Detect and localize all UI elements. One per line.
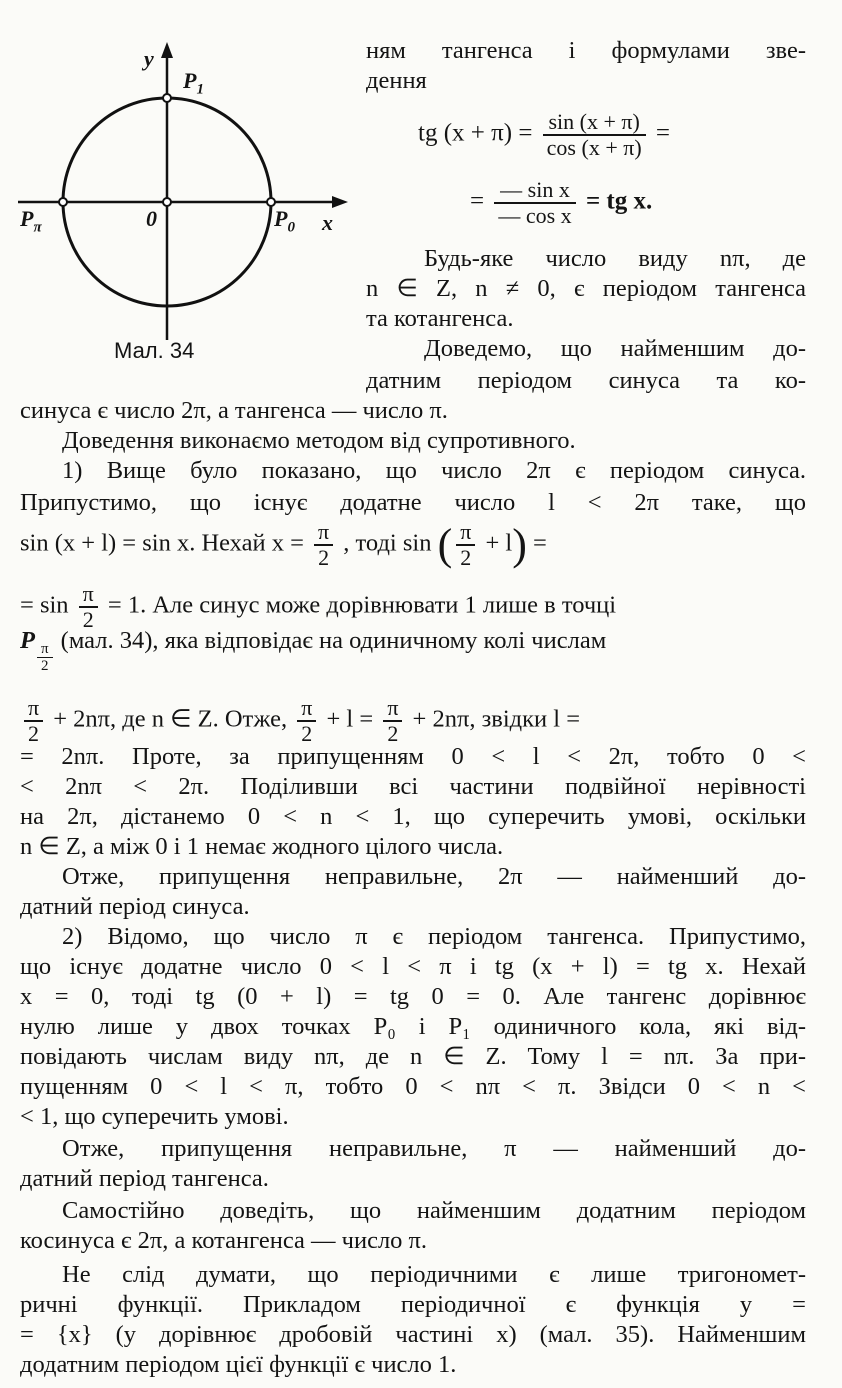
label-x: x bbox=[322, 210, 333, 235]
label-p-half: $P_1$ bbox=[183, 68, 204, 98]
y-axis-arrow bbox=[161, 42, 173, 58]
right-p1-l2: n ∈ Z, n ≠ 0, є періодом тангенса bbox=[366, 275, 806, 302]
right-line-1: ням тангенса і формулами зве- bbox=[366, 37, 806, 64]
body-line: нулю лише у двох точках P₀ і P₁ одиничного кола, які від- bbox=[20, 1013, 806, 1040]
body-line: < 2nπ < 2π. Поділивши всі частини подвійної нерівності bbox=[20, 773, 806, 800]
body-line: 2) Відомо, що число π є періодом тангенса. Припустимо, bbox=[62, 923, 806, 950]
fraction: $\frac{\pi}{2}$ bbox=[456, 520, 475, 570]
body-line: датний період тангенса. bbox=[20, 1165, 269, 1192]
label-y: y bbox=[144, 46, 154, 71]
body-line-formula: P $\frac{\pi}{2}$ (мал. 34), яка відповідає на одиничному колі числам bbox=[20, 627, 607, 674]
body-line: Не слід думати, що періодичними є лише тригономет- bbox=[62, 1261, 806, 1288]
point-p-half bbox=[163, 94, 171, 102]
right-p2-l1: Доведемо, що найменшим до- bbox=[424, 335, 806, 362]
body-line: Доведення виконаємо методом від супротивного. bbox=[62, 427, 576, 454]
right-line-2: дення bbox=[366, 67, 427, 94]
fraction: $\frac{\pi}{2}$ bbox=[297, 696, 316, 746]
formula-tg-shift: tg (x + π) = $\frac{\sin (x + \pi)}{\cos (x + \pi)}$ = bbox=[418, 109, 671, 160]
right-p2-l2: датним періодом синуса та ко- bbox=[366, 367, 806, 394]
figure-caption: Мал. 34 bbox=[114, 338, 195, 363]
formula-tg-result: = $\frac{\text{— sin x}}{\text{— cos x}}$ = tg x. bbox=[470, 177, 653, 228]
figure-unit-circle bbox=[18, 40, 358, 370]
fraction: $\frac{\sin (x + \pi)}{\cos (x + \pi)}$ bbox=[543, 110, 646, 160]
label-p0: $P_0$ bbox=[274, 206, 295, 236]
x-axis-arrow bbox=[332, 196, 348, 208]
body-line: n ∈ Z, а між 0 і 1 немає жодного цілого числа. bbox=[20, 833, 504, 860]
right-p1-l3: та котангенса. bbox=[366, 305, 514, 332]
body-line: Самостійно доведіть, що найменшим додатним періодом bbox=[62, 1197, 806, 1224]
fraction: $\frac{\pi}{2}$ bbox=[383, 696, 402, 746]
body-line: синуса є число 2π, а тангенса — число π. bbox=[20, 397, 448, 424]
body-line: = {x} (y дорівнює дробовій частині x) (мал. 35). Найменшим bbox=[20, 1321, 806, 1348]
fraction: $\frac{\pi}{2}$ bbox=[79, 582, 98, 632]
point-p-pi bbox=[59, 198, 67, 206]
body-line: ричні функції. Прикладом періодичної є функція y = bbox=[20, 1291, 806, 1318]
label-p-pi: $P_\pi$ bbox=[20, 206, 42, 236]
label-origin: 0 bbox=[146, 206, 157, 231]
body-line: Отже, припущення неправильне, π — найменший до- bbox=[62, 1135, 806, 1162]
body-line-formula: $\frac{\pi}{2}$ + 2nπ, де n ∈ Z. Отже, $\frac{\pi}{2}$ + l = $\frac{\pi}{2}$ + 2nπ, звідки l = bbox=[20, 696, 580, 746]
subscript-fraction: $\frac{\pi}{2}$ bbox=[37, 641, 53, 674]
body-line: додатним періодом цієї функції є число 1. bbox=[20, 1351, 457, 1378]
body-line: < 1, що суперечить умові. bbox=[20, 1103, 289, 1130]
body-line: Припустимо, що існує додатне число l < 2π таке, що bbox=[20, 489, 806, 516]
body-line: 1) Вище було показано, що число 2π є періодом синуса. bbox=[62, 457, 806, 484]
fraction: $\frac{\pi}{2}$ bbox=[24, 696, 43, 746]
fraction: $\frac{\text{— sin x}}{\text{— cos x}}$ bbox=[494, 178, 575, 228]
body-line: x = 0, тоді tg (0 + l) = tg 0 = 0. Але тангенс дорівнює bbox=[20, 983, 806, 1010]
body-line: датний період синуса. bbox=[20, 893, 250, 920]
fraction: $\frac{\pi}{2}$ bbox=[314, 520, 333, 570]
body-line: Отже, припущення неправильне, 2π — найменший до- bbox=[62, 863, 806, 890]
body-line: = 2nπ. Проте, за припущенням 0 < l < 2π, тобто 0 < bbox=[20, 743, 806, 770]
body-line-formula: = sin $\frac{\pi}{2}$ = 1. Але синус може дорівнювати 1 лише в точці bbox=[20, 581, 617, 632]
point-p0 bbox=[267, 198, 275, 206]
point-origin bbox=[163, 198, 171, 206]
body-line: що існує додатне число 0 < l < π і tg (x + l) = tg x. Нехай bbox=[20, 953, 806, 980]
body-line: косинуса є 2π, а котангенса — число π. bbox=[20, 1227, 428, 1254]
right-p1-l1: Будь-яке число виду nπ, де bbox=[424, 245, 806, 272]
body-line-formula: sin (x + l) = sin x. Нехай x = $\frac{\pi}{2}$ , тоді sin ( $\frac{\pi}{2}$ + l) = bbox=[20, 519, 547, 570]
body-line: повідають числам виду nπ, де n ∈ Z. Тому l = nπ. За при- bbox=[20, 1043, 806, 1070]
body-line: на 2π, дістанемо 0 < n < 1, що суперечить умові, оскільки bbox=[20, 803, 806, 830]
body-line: пущенням 0 < l < π, тобто 0 < nπ < π. Звідси 0 < n < bbox=[20, 1073, 806, 1100]
